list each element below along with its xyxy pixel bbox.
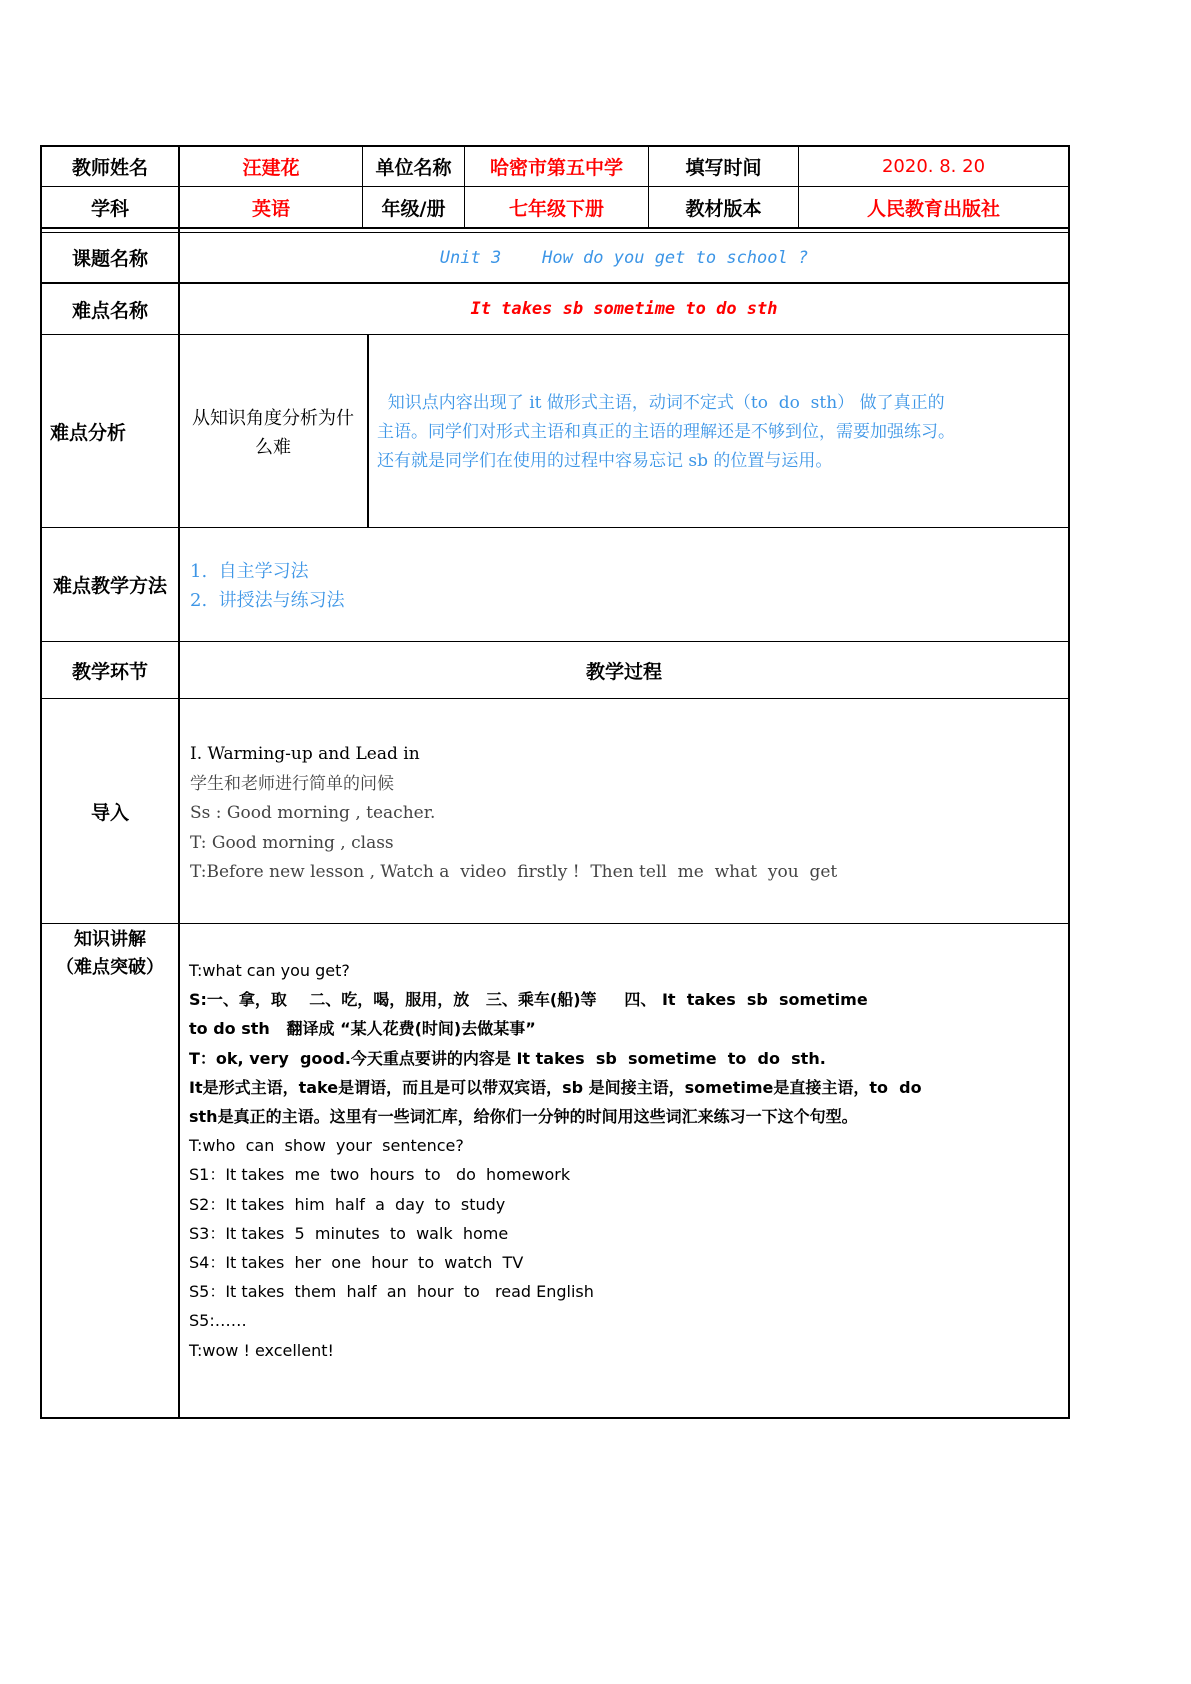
knowledge-line: S5:……: [189, 1311, 247, 1331]
date-value: 2020. 8. 20: [881, 156, 986, 177]
knowledge-label-line1: 知识讲解: [74, 929, 146, 950]
knowledge-label: [42, 926, 178, 982]
unit-name-value: 哈密市第五中学: [489, 157, 623, 179]
col-divider: [367, 334, 369, 528]
edition-value: 人民教育出版社: [866, 197, 1000, 220]
row-divider: [40, 923, 1070, 924]
knowledge-line: S2：It takes him half a day to study: [189, 1194, 506, 1214]
analysis-text: [377, 389, 1063, 476]
knowledge-line: S3：It takes 5 minutes to walk home: [189, 1223, 509, 1243]
knowledge-line: S1：It takes me two hours to do homework: [189, 1165, 571, 1185]
analysis-line: 还有就是同学们在使用的过程中容易忘记 sb 的位置与运用。: [377, 451, 833, 471]
intro-content: [190, 740, 1060, 888]
unit-name-label: 单位名称: [375, 157, 452, 179]
grade-value: 七年级下册: [508, 197, 604, 220]
row-divider: [40, 334, 1070, 335]
process-step-label: 教学环节: [71, 660, 148, 683]
knowledge-line: S4：It takes her one hour to watch TV: [189, 1253, 524, 1273]
difficulty-value: It takes sb sometime to do sth: [470, 299, 778, 319]
intro-line: Ⅰ. Warming-up and Lead in: [190, 744, 420, 764]
difficulty-label: 难点名称: [71, 299, 148, 322]
knowledge-line: sth是真正的主语。这里有一些词汇库，给你们一分钟的时间用这些词汇来练习一下这个句型。: [189, 1107, 858, 1127]
intro-line: 学生和老师进行简单的问候: [190, 773, 394, 794]
intro-line: T:Before new lesson , Watch a video firstly ! Then tell me what you get: [190, 862, 838, 882]
methods-label: 难点教学方法: [52, 575, 167, 597]
row-divider: [40, 227, 1070, 229]
method-item: 2. 讲授法与练习法: [190, 590, 345, 611]
teacher-name-label: 教师姓名: [71, 157, 148, 179]
knowledge-line: It是形式主语，take是谓语，而且是可以带双宾语，sb 是间接主语，sometime是直接主语，to do: [189, 1077, 922, 1097]
col-divider: [178, 145, 180, 1419]
edition-label: 教材版本: [685, 197, 762, 220]
knowledge-line: T:what can you get?: [189, 961, 350, 980]
knowledge-line: T:wow ! excellent!: [189, 1340, 334, 1360]
intro-line: Ss : Good morning , teacher.: [190, 803, 436, 823]
topic-value: [180, 233, 1068, 282]
methods-list: [190, 557, 1060, 615]
row-divider: [40, 698, 1070, 699]
table-border-bottom: [40, 1417, 1070, 1419]
knowledge-line: S:一、拿，取 二、吃，喝，服用，放 三、乘车(船)等 四、 It takes sb sometime: [189, 990, 868, 1010]
teacher-name-value: 汪建花: [242, 157, 300, 179]
knowledge-line: T：ok, very good.今天重点要讲的内容是 It takes sb sometime to do sth.: [189, 1048, 826, 1068]
topic-text: Unit 3 How do you get to school ?: [439, 247, 809, 268]
topic-label: 课题名称: [71, 248, 148, 270]
process-header: 教学过程: [585, 660, 662, 683]
subject-label: 学科: [90, 197, 129, 220]
analysis-label: 难点分析: [50, 421, 127, 444]
subject-value: 英语: [251, 197, 290, 220]
knowledge-line: S5：It takes them half an hour to read English: [189, 1282, 594, 1302]
table-border-right: [1068, 145, 1070, 1419]
intro-label: 导入: [90, 801, 129, 824]
grade-label: 年级/册: [381, 197, 446, 220]
date-label: 填写时间: [685, 157, 762, 179]
knowledge-label-line2: （难点突破）: [56, 957, 164, 978]
knowledge-line: T:who can show your sentence?: [189, 1136, 464, 1156]
row-divider: [40, 527, 1070, 528]
analysis-line: 知识点内容出现了 it 做形式主语，动词不定式（to do sth） 做了真正的: [377, 393, 945, 413]
knowledge-content: [189, 956, 1063, 1365]
analysis-line: 主语。同学们对形式主语和真正的主语的理解还是不够到位，需要加强练习。: [377, 422, 955, 442]
intro-line: T: Good morning , class: [190, 832, 394, 853]
analysis-sublabel: 从知识角度分析为什么难: [192, 408, 354, 458]
method-item: 1. 自主学习法: [190, 561, 309, 582]
knowledge-line: to do sth 翻译成 “某人花费(时间)去做某事”: [189, 1019, 536, 1039]
